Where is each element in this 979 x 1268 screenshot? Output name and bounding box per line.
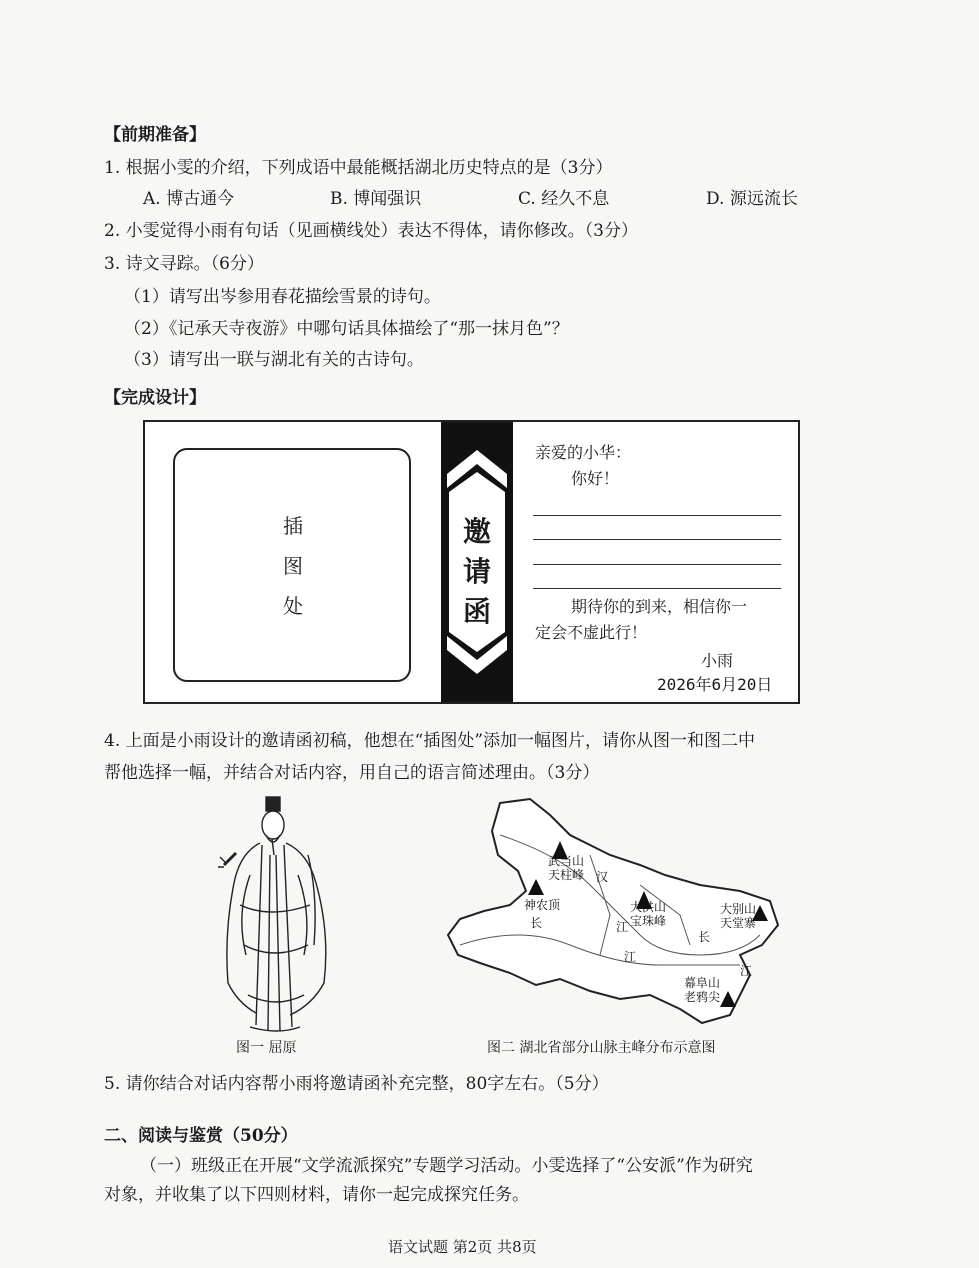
question-4-line1: 4. 上面是小雨设计的邀请函初稿，他想在“插图处”添加一幅图片，请你从图一和图二中 [104, 731, 756, 751]
blank-line [533, 539, 781, 540]
question-3-3: （3）请写出一联与湖北有关的古诗句。 [124, 350, 424, 370]
illustration-char: 处 [283, 594, 303, 618]
question-2: 2. 小雯觉得小雨有句话（见画横线处）表达不得体，请你修改。（3分） [104, 221, 638, 241]
label-dahong-2: 宝珠峰 [630, 914, 667, 928]
figure-1-caption: 图一 屈原 [236, 1040, 297, 1056]
blank-line [533, 515, 781, 516]
q1-option-b: B. 博闻强识 [330, 189, 422, 209]
label-river-chang-2: 江 [624, 950, 637, 964]
letter-closing-1: 期待你的到来，相信你一 [571, 597, 748, 616]
q1-option-a: A. 博古通今 [143, 189, 235, 209]
label-dabie-2: 天堂寨 [720, 916, 757, 930]
label-river-chang-1: 长 [530, 916, 543, 930]
letter-area [515, 422, 798, 702]
label-river-chang-3: 长 [698, 930, 711, 944]
hubei-mountain-map [440, 795, 800, 1035]
label-dahong-1: 大洪山 [630, 900, 667, 914]
question-3-1: （1）请写出岑参用春花描绘雪景的诗句。 [124, 287, 441, 307]
letter-hello: 你好！ [571, 469, 620, 488]
letter-closing-2: 定会不虚此行！ [535, 623, 648, 642]
q1-option-c: C. 经久不息 [518, 189, 610, 209]
qu-yuan-figure [210, 795, 340, 1035]
figure-2-caption: 图二 湖北省部分山脉主峰分布示意图 [487, 1040, 716, 1056]
label-river-jiang: 江 [740, 964, 753, 978]
part-2-intro-line1: （一）班级正在开展“文学流派探究”专题学习活动。小雯选择了“公安派”作为研究 [140, 1156, 753, 1176]
blank-line [533, 588, 781, 589]
illustration-char: 插 [283, 514, 303, 538]
label-river-han-1: 汉 [596, 870, 609, 884]
question-4-line2: 帮他选择一幅，并结合对话内容，用自己的语言简述理由。（3分） [104, 763, 600, 783]
label-dabie-1: 大别山 [720, 902, 757, 916]
page-footer: 语文试题 第2页 共8页 [388, 1238, 537, 1256]
label-wudang-2: 天柱峰 [548, 868, 585, 882]
question-5: 5. 请你结合对话内容帮小雨将邀请函补充完整，80字左右。（5分） [104, 1074, 609, 1094]
card-title-char: 函 [462, 595, 491, 628]
label-river-han-2: 江 [616, 920, 629, 934]
letter-greeting: 亲爱的小华： [535, 443, 632, 462]
question-1: 1. 根据小雯的介绍，下列成语中最能概括湖北历史特点的是（3分） [104, 158, 613, 178]
label-mufu-1: 幕阜山 [684, 976, 721, 990]
invitation-card [143, 420, 800, 704]
question-3-2: （2）《记承天寺夜游》中哪句话具体描绘了“那一抹月色”？ [124, 319, 569, 339]
illustration-char: 图 [283, 554, 303, 578]
card-title-char: 邀 [462, 515, 491, 548]
letter-date: 2026年6月20日 [657, 675, 773, 694]
card-title-char: 请 [462, 555, 491, 588]
part-2-intro-line2: 对象，并收集了以下四则材料，请你一起完成探究任务。 [104, 1185, 529, 1205]
letter-signature: 小雨 [701, 651, 734, 670]
blank-line [533, 564, 781, 565]
q1-option-d: D. 源远流长 [706, 189, 798, 209]
part-2-heading: 二、阅读与鉴赏（50分） [104, 1126, 298, 1146]
question-3: 3. 诗文寻踪。（6分） [104, 254, 264, 274]
section-heading-prep: 【前期准备】 [104, 125, 206, 145]
section-heading-design: 【完成设计】 [104, 388, 206, 408]
label-wudang-1: 武当山 [548, 854, 585, 868]
label-mufu-2: 老鸦尖 [684, 990, 721, 1004]
label-shennong: 神农顶 [524, 898, 561, 912]
